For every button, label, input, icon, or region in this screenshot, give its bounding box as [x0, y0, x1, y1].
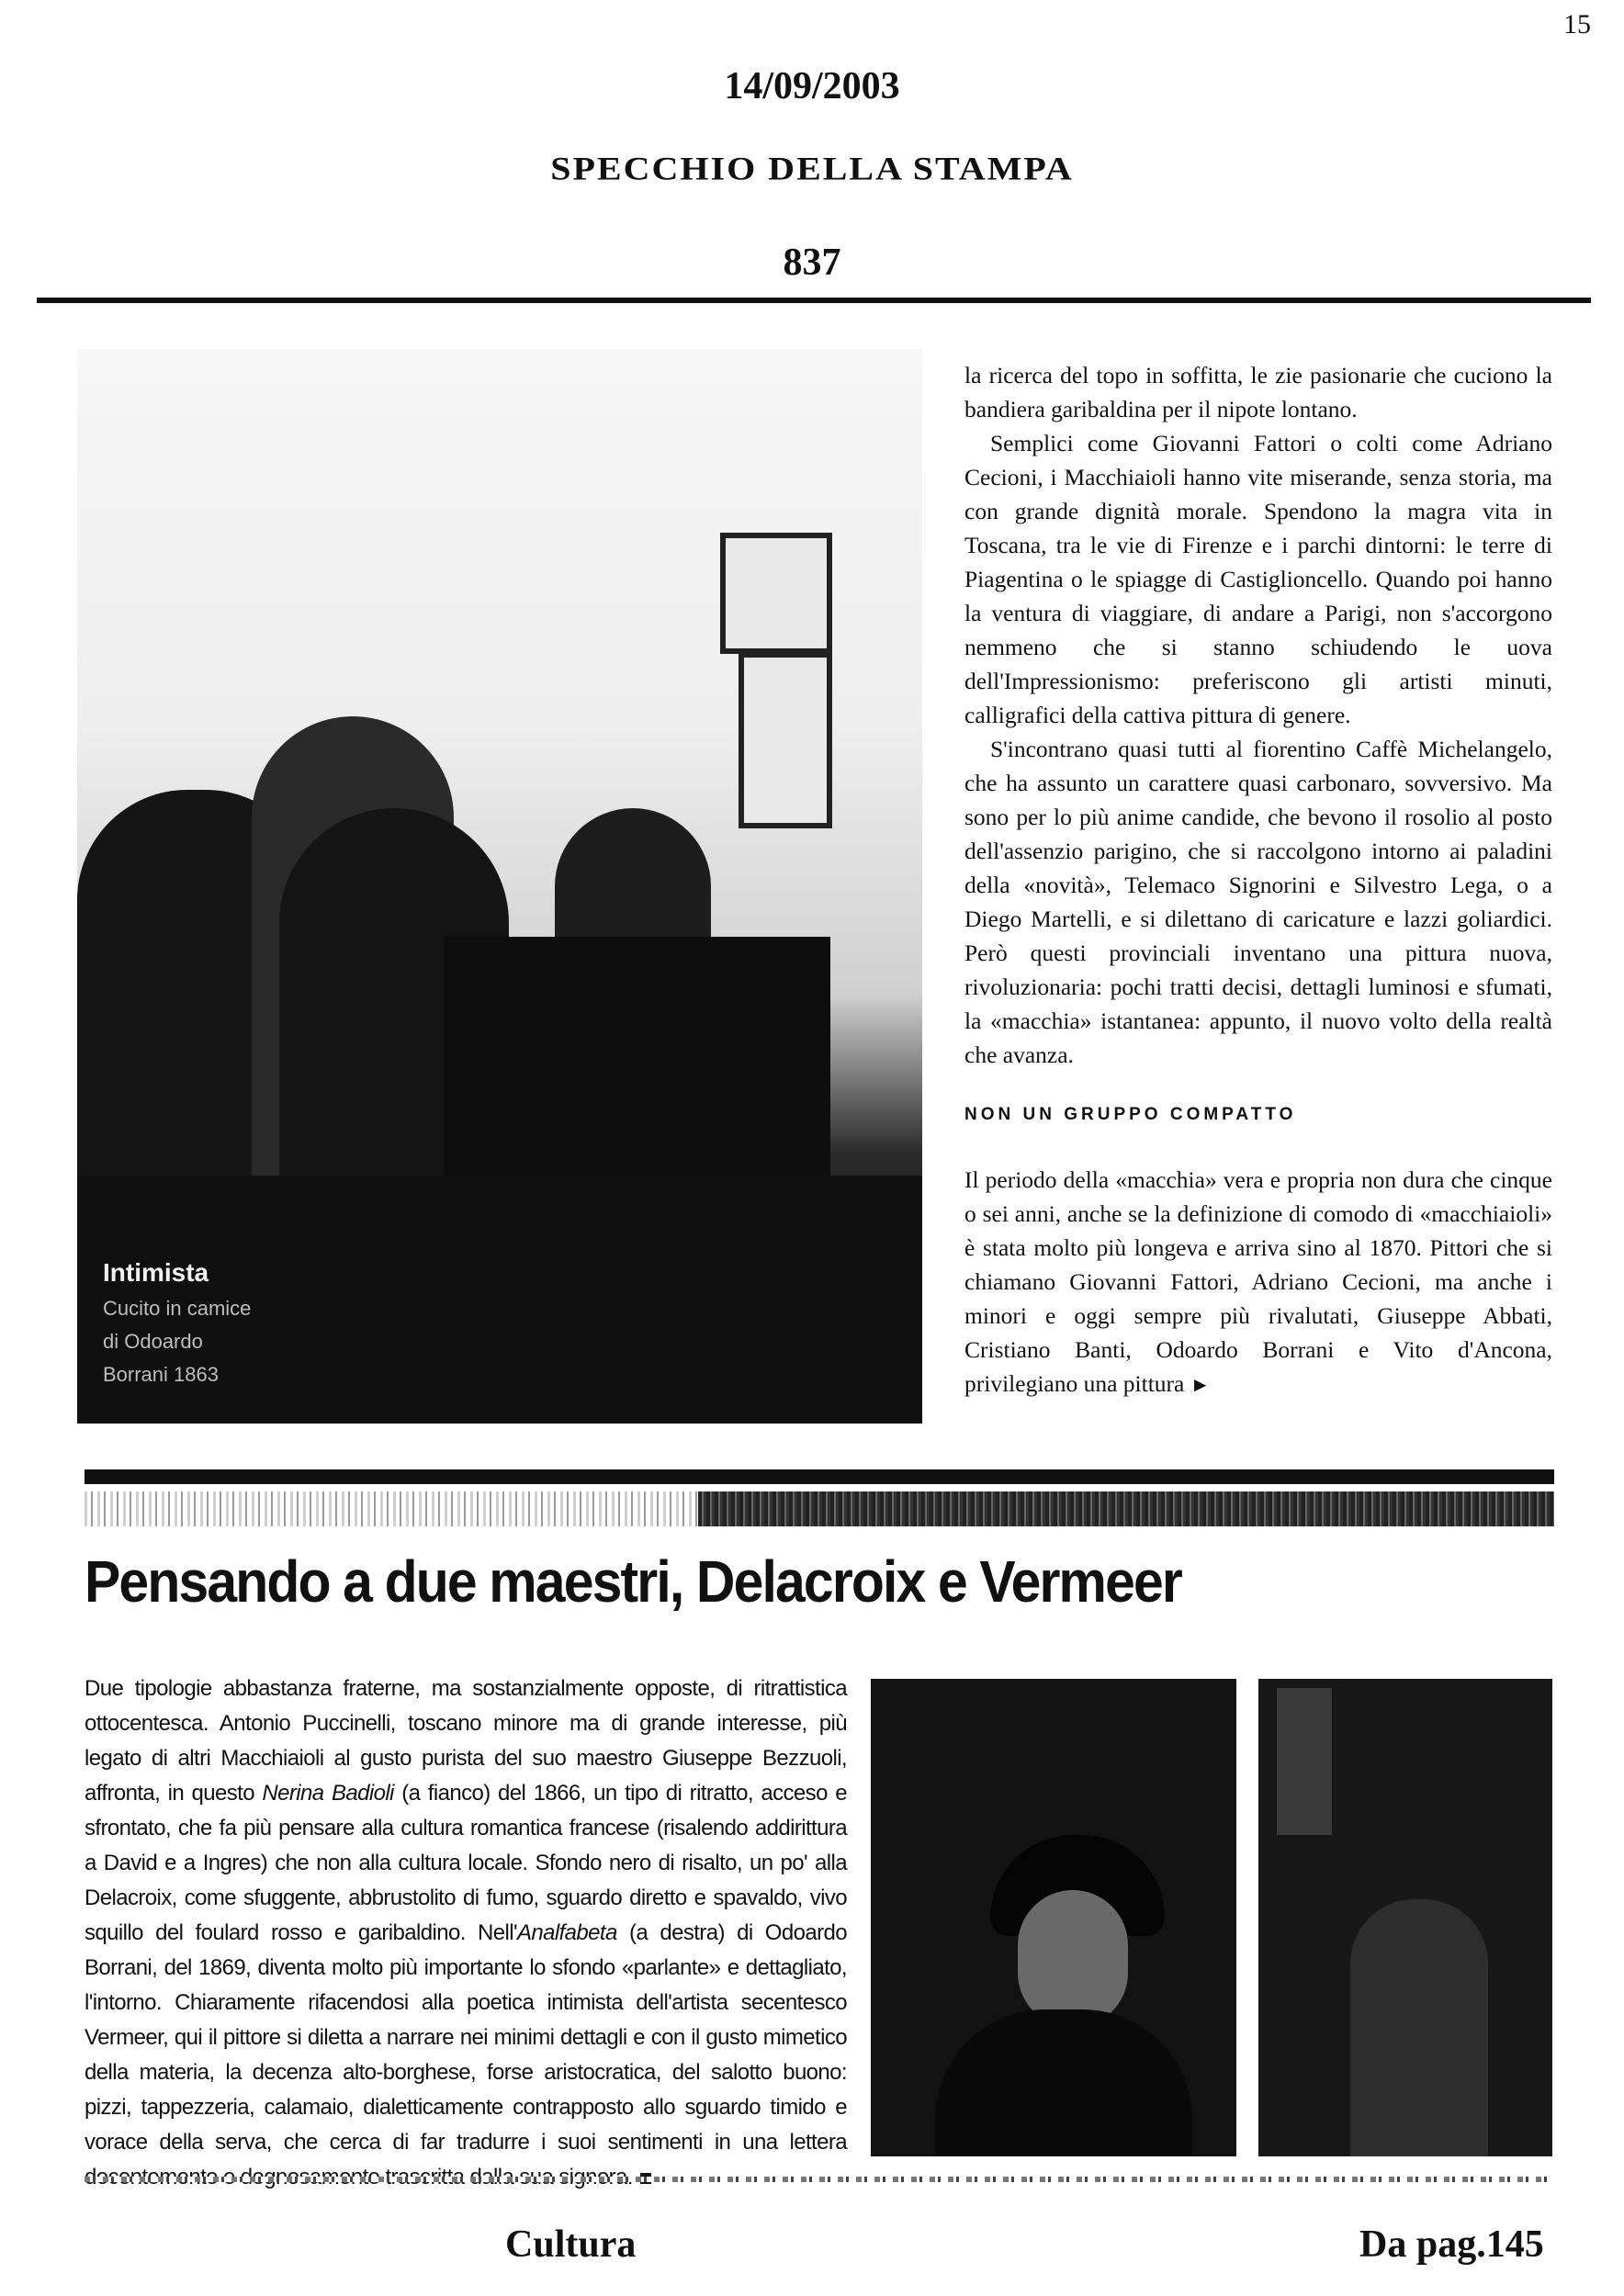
portrait-shoulders [935, 2009, 1192, 2156]
bottom-rule [85, 2177, 1554, 2182]
article-body [85, 1671, 847, 2195]
painting-title: Analfabeta [516, 1920, 617, 1945]
header-rule [37, 298, 1591, 303]
paragraph: Semplici come Giovanni Fattori o colti come Adriano Cecioni, i Macchiaioli hanno vite miserande, senza storia, ma con grande dignità morale. Spendono la magra vita in Toscana, tra le vie di Firenze e i parchi dintorni: le terre di Piagentina o le spiagge di Castiglioncello. Quando poi hanno la ventura di viaggiare, di andare a Parigi, non s'accorgono nemmeno che si stanno schiudendo le uova dell'Impressionismo: preferiscono gli artisti minuti, calligrafici della cattiva pittura di genere. [964, 430, 1552, 728]
article-title: Pensando a due maestri, Delacroix e Vermeer [85, 1548, 1181, 1615]
interior-photo [1258, 1679, 1552, 2156]
painting-title: Nerina Badioli [262, 1781, 394, 1806]
interior-lamp [1277, 1688, 1332, 1835]
header-date: 14/09/2003 [724, 65, 900, 107]
body-text: Due tipologie abbastanza fraterne, ma sostanzialmente opposte, di ritrattistica ottocentesca. Antonio Puccinelli, toscano minore ma di grande interesse, più legato di altri Macchiaioli al gusto purista del suo maestro Giuseppe Bezzuoli, affronta, in questo [85, 1676, 847, 1806]
photo-caption [103, 1258, 251, 1387]
continue-arrow-icon: ► [1190, 1373, 1211, 1396]
footer-source-page: Da pag.145 [1359, 2223, 1544, 2266]
footer-section: Cultura [505, 2223, 637, 2266]
final-paragraph-text: Il periodo della «macchia» vera e propria non dura che cinque o sei anni, anche se la definizione di comodo di «macchiaioli» è stata molto più longeva e arriva sino al 1870. Pittori che si chiamano Giovanni Fattori, Adriano Cecioni, ma anche i minori e oggi sempre più rivalutati, Giuseppe Abbati, Cristiano Banti, Odoardo Borrani e Vito d'Ancona, privilegiano una pittura [964, 1166, 1552, 1397]
wall-painting-upper [720, 533, 832, 654]
caption-line: di Odoardo [103, 1330, 203, 1353]
paragraph [964, 1163, 1552, 1401]
issue-number: 837 [783, 242, 841, 284]
wall-painting-lower [739, 652, 832, 828]
page-number: 15 [1563, 9, 1591, 39]
paragraph: la ricerca del topo in soffitta, le zie pasionarie che cuciono la bandiera garibaldina per il nipote lontano. [964, 362, 1552, 422]
interior-figure [1350, 1899, 1488, 2156]
subheading: NON UN GRUPPO COMPATTO [964, 1105, 1297, 1124]
caption-title: Intimista [103, 1258, 209, 1287]
section-separator-dark [698, 1491, 1554, 1526]
top-photo [77, 349, 922, 1424]
right-column-text [964, 358, 1552, 1401]
caption-line: Borrani 1863 [103, 1363, 219, 1386]
portrait-photo [871, 1679, 1236, 2156]
paragraph: S'incontrano quasi tutti al fiorentino Caffè Michelangelo, che ha assunto un carattere quasi carbonaro, sovversivo. Ma sono per lo più anime candide, che bevono il rosolio al posto dell'assenzio parigino, che si raccolgono intorno ai paladini della «novità», Telemaco Signorini e Silvestro Lega, o a Diego Martelli, e si dilettano di caricature e lazzi goliardici. Però questi provinciali inventano una pittura nuova, rivoluzionaria: pochi tratti decisi, dettagli luminosi e sfumati, la «macchia» istantanea: appunto, il nuovo volto della realtà che avanza. [964, 736, 1552, 1068]
caption-line: Cucito in camice [103, 1297, 252, 1320]
publication-name: SPECCHIO DELLA STAMPA [550, 150, 1074, 187]
table [445, 937, 830, 1212]
body-text: (a destra) di Odoardo Borrani, del 1869, diventa molto più importante lo sfondo «parlante» e dettagliato, l'intorno. Chiaramente rifacendosi alla poetica intimista dell'artista secentesco Vermeer, qui il pittore si diletta a narrare nei minimi dettagli e con il gusto mimetico della materia, la decenza alto-borghese, forse aristocratica, del salotto buono: pizzi, tappezzeria, calamaio, dialetticamente contrapposto allo sguardo timido e vorace della serva, che cerca di far tradurre i suoi sentimenti in una lettera [85, 1920, 847, 2155]
portrait-face [1018, 1890, 1128, 2028]
body-text: (a fianco) del 1866, un tipo di ritratto, acceso e sfrontato, che fa più pensare alla cultura romantica francese (risalendo addirittura a David e a Ingres) che non alla cultura locale. Sfondo nero di risalto, un po' alla Delacroix, come sfuggente, abbrustolito di fumo, sguardo diretto e spavaldo, vivo squillo del foulard rosso e garibaldino. Nell' [85, 1781, 847, 1945]
